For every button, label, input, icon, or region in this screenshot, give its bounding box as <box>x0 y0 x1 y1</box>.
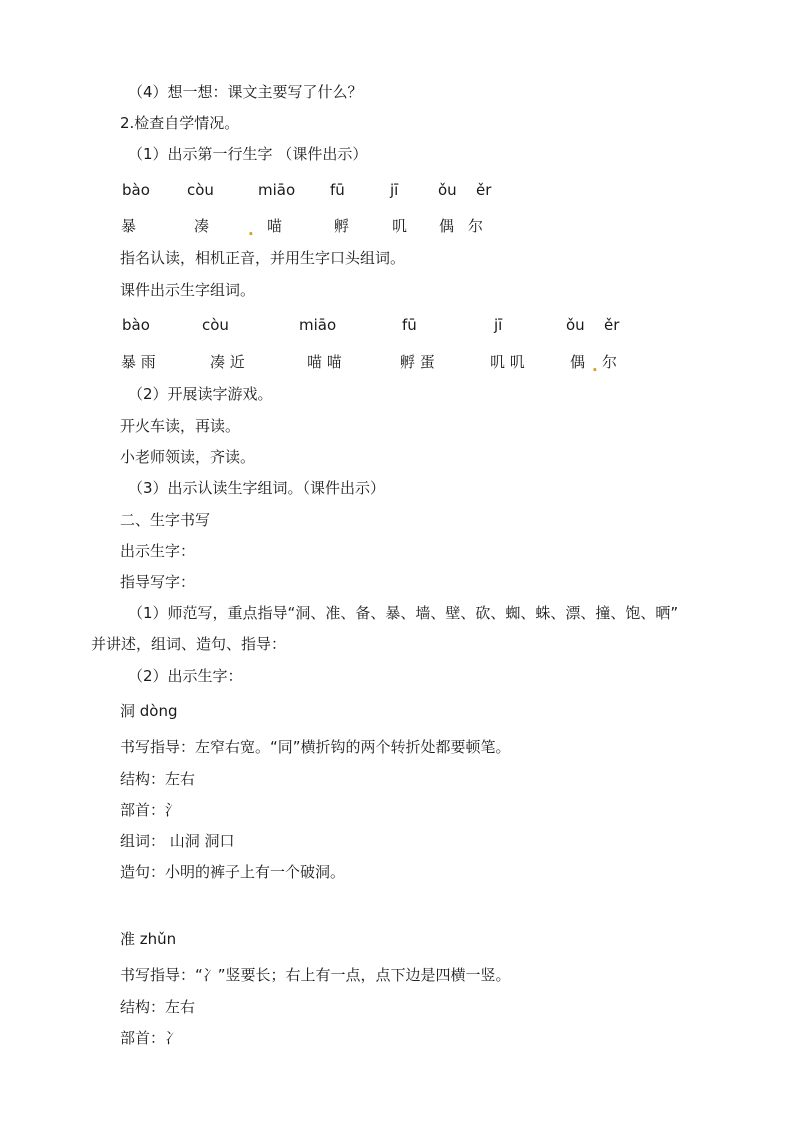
instruction-read: 指名认读，相机正音，并用生字口头组词。 <box>120 249 406 267</box>
guide-writing: 指导写字： <box>120 573 196 591</box>
highlight-dot: . <box>248 221 254 239</box>
pinyin-miao: miāo <box>258 181 296 199</box>
pinyin-cou: còu <box>187 181 214 199</box>
radical-zhun: 部首：冫 <box>120 1029 181 1047</box>
word-baoyu: 暴 雨 <box>121 353 156 371</box>
show-characters: 出示生字： <box>120 542 196 560</box>
guide-zhun: 书写指导：“冫”竖要长；右上有一点，点下边是四横一竖。 <box>120 966 511 984</box>
word-row-2 <box>0 352 794 375</box>
pinyin-bao-2: bào <box>122 316 150 334</box>
teacher-demo-continued: 并讲述，组词、造句、指导： <box>91 635 287 653</box>
instruction-train-read: 开火车读，再读。 <box>120 417 241 435</box>
pinyin-ji: jī <box>390 181 399 199</box>
word-miaomiao: 喵 喵 <box>307 353 342 371</box>
section-writing: 二、生字书写 <box>120 511 211 529</box>
char-ji: 叽 <box>392 217 408 235</box>
pinyin-ou-2: ǒu <box>566 316 585 334</box>
word-coujin: 凑 近 <box>210 353 245 371</box>
step-show-words-3-suffix: 。（课件出示） <box>287 479 386 497</box>
char-cou: 凑 <box>194 217 210 235</box>
pinyin-miao-2: miāo <box>299 316 337 334</box>
step-show-words-3 <box>128 478 385 498</box>
guide-dong: 书写指导：左窄右宽。“同”横折钩的两个转折处都要顿笔。 <box>120 738 511 756</box>
char-heading-zhun: 准 zhǔn <box>120 930 177 948</box>
question-4: （4）想一想：课文主要写了什么？ <box>128 83 363 101</box>
char-heading-dong: 洞 dòng <box>120 702 178 720</box>
pinyin-row-1 <box>0 180 794 200</box>
char-miao: 喵 <box>267 217 283 235</box>
char-ou: 偶 <box>439 217 455 235</box>
step-game: （2）开展读字游戏。 <box>128 385 273 403</box>
word-ou: 偶 <box>570 353 586 371</box>
instruction-little-teacher: 小老师领读，齐读。 <box>120 448 256 466</box>
pinyin-ou: ǒu <box>438 181 457 199</box>
word-jiji: 叽 叽 <box>490 353 525 371</box>
pinyin-er-2: ěr <box>604 316 620 334</box>
step-show-first-row: （1）出示第一行生字 （课件出示） <box>128 145 368 163</box>
pinyin-fu: fū <box>330 181 345 199</box>
teacher-demo: （1）师范写，重点指导“洞、准、备、暴、墙、壁、砍、蜘、蛛、漂、撞、饱、晒” <box>128 604 679 622</box>
radical-dong: 部首：氵 <box>120 801 181 819</box>
structure-zhun: 结构：左右 <box>120 998 196 1016</box>
char-fu: 孵 <box>334 217 350 235</box>
word-er: 尔 <box>602 353 618 371</box>
sentence-dong: 造句：小明的裤子上有一个破洞。 <box>120 863 346 881</box>
char-row-1 <box>0 216 794 239</box>
step-show-words-3-text: （3）出示认读生字组词 <box>128 479 288 497</box>
pinyin-bao: bào <box>122 181 150 199</box>
pinyin-ji-2: jī <box>494 316 503 334</box>
words-dong: 组词： 山洞 洞口 <box>120 832 235 850</box>
pinyin-fu-2: fū <box>402 316 417 334</box>
word-fudan: 孵 蛋 <box>400 353 435 371</box>
highlight-dot-2: . <box>592 357 598 375</box>
step-show-chars-2: （2）出示生字： <box>128 667 243 685</box>
structure-dong: 结构：左右 <box>120 770 196 788</box>
char-er: 尔 <box>468 217 484 235</box>
pinyin-cou-2: còu <box>202 316 229 334</box>
char-bao: 暴 <box>121 217 137 235</box>
section-check-self-study: 2.检查自学情况。 <box>120 114 240 132</box>
pinyin-er: ěr <box>476 181 492 199</box>
pinyin-row-2 <box>0 315 794 335</box>
instruction-show-words: 课件出示生字组词。 <box>120 281 256 299</box>
